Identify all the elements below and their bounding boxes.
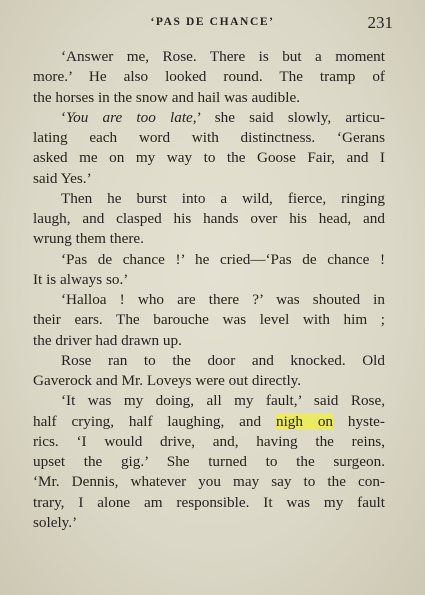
text-run: ‘	[61, 108, 67, 126]
text-line	[33, 351, 385, 371]
paragraph	[33, 290, 385, 351]
text-run: ‘Mr. Dennis, whatever you may say to the con-	[33, 473, 385, 491]
text-run: asked me on my way to the Goose Fair, and I	[33, 149, 385, 167]
text-line	[33, 88, 385, 108]
text-line	[33, 493, 385, 513]
paragraph	[33, 108, 385, 189]
text-run: ‘Pas de chance !’ he cried—‘Pas de chance !	[61, 250, 385, 268]
text-run: Gaverock and Mr. Loveys were out directly.	[33, 372, 302, 389]
text-run: ‘Answer me, Rose. There is but a moment	[61, 48, 385, 65]
text-line	[33, 250, 385, 270]
paragraph	[33, 250, 385, 291]
body-text	[33, 47, 385, 533]
text-run: hyste-	[333, 412, 385, 430]
text-run: ‘It was my doing, all my fault,’ said Rose,	[61, 392, 385, 410]
text-line	[33, 331, 385, 351]
text-line	[33, 472, 385, 492]
text-run: more.’ He also looked round. The tramp of	[33, 68, 385, 86]
text-run: ‘Halloa ! who are there ?’ was shouted in	[61, 291, 385, 308]
text-run: half crying, half laughing, and	[33, 412, 276, 430]
text-line	[33, 169, 385, 189]
text-line	[33, 432, 385, 452]
text-line	[33, 310, 385, 330]
paragraph	[33, 351, 385, 392]
text-run: the driver had drawn up.	[33, 331, 182, 349]
paragraph	[33, 47, 385, 108]
text-line	[33, 108, 385, 128]
page-number: 231	[367, 13, 393, 32]
text-run: ,’ she said slowly, articu-	[192, 108, 385, 126]
highlighted-text: nigh on	[275, 412, 334, 430]
text-line	[33, 371, 385, 391]
text-line	[33, 128, 385, 148]
text-line	[33, 513, 385, 533]
text-run: Rose ran to the door and knocked. Old	[61, 351, 385, 369]
text-run: the horses in the snow and hail was audible.	[33, 88, 300, 106]
text-line	[33, 270, 385, 290]
text-line	[33, 67, 385, 87]
text-run: wrung them there.	[33, 230, 144, 248]
text-line	[33, 412, 385, 432]
running-title: ‘PAS DE CHANCE’	[150, 16, 275, 28]
text-run: Then he burst into a wild, fierce, ringing	[61, 189, 385, 207]
text-run: solely.’	[33, 513, 78, 531]
text-line	[33, 290, 385, 310]
text-run: lating each word with distinctness. ‘Gerans	[33, 129, 385, 146]
text-run: rics. ‘I would drive, and, having the reins,	[33, 432, 385, 450]
text-run: trary, I alone am responsible. It was my fault	[33, 493, 385, 511]
text-run: their ears. The barouche was level with him ;	[33, 311, 385, 329]
italic-text: You are too late	[66, 108, 193, 126]
text-line	[33, 229, 385, 249]
text-line	[33, 209, 385, 229]
text-line	[33, 452, 385, 472]
text-line	[33, 148, 385, 168]
text-line	[33, 189, 385, 209]
text-run: said Yes.’	[33, 169, 92, 187]
text-line	[33, 391, 385, 411]
page-header	[30, 14, 395, 36]
text-run: It is always so.’	[33, 270, 129, 288]
text-run: upset the gig.’ She turned to the surgeon.	[33, 453, 385, 470]
paragraph	[33, 391, 385, 533]
paragraph	[33, 189, 385, 250]
text-run: laugh, and clasped his hands over his head, and	[33, 210, 385, 227]
text-line	[33, 47, 385, 67]
